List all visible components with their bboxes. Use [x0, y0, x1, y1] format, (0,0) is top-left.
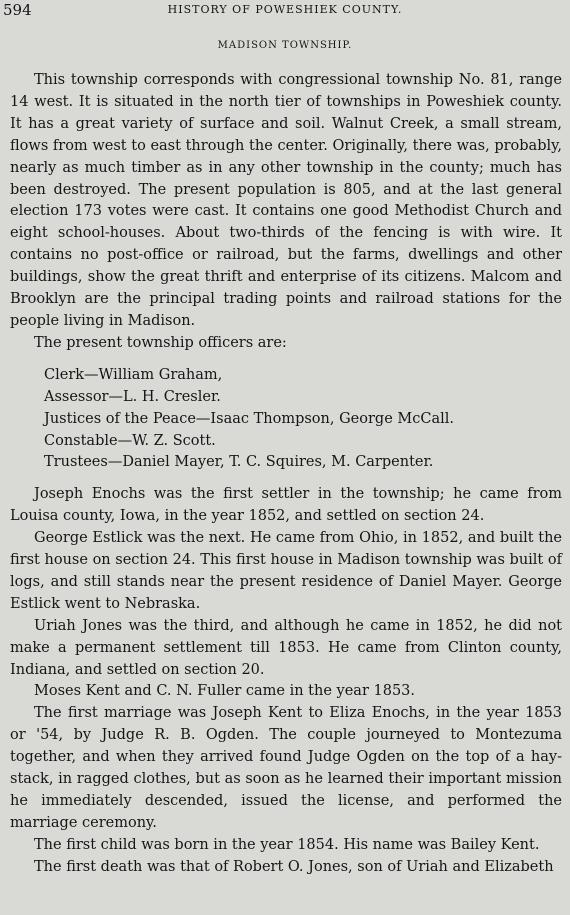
paragraph: This township corresponds with congressional township No. 81, range 14 west. It is situated in the north tier of townships in Poweshiek county. It has a great variety of surface and soil. Walnut Creek, a small stream, flows from west to east through the center. Originally, there was, probably, nearly as much timber as in any other township in the county; much has been destroyed. The present population is 805, and at the last general election 173 votes were cast. It contains one good Methodist Church and eight school-houses. About two-thirds of the fencing is with wire. It contains no post-office or railroad, but the farms, dwellings and other buildings, show the great thrift and enterprise of its citizens. Malcom and Brooklyn are the principal trading points and railroad stations for the people living in Madison.: [10, 72, 562, 329]
paragraph: Uriah Jones was the third, and although he came in 1852, he did not make a permanent settlement till 1853. He came from Clinton county, Indiana, and settled on section 20.: [10, 617, 562, 678]
page-number: 594: [3, 1, 32, 19]
paragraph: The first marriage was Joseph Kent to Eliza Enochs, in the year 1853 or '54, by Judge R. B. Ogden. The couple journeyed to Montezuma together, and when they arrived found Judge Ogden on the top of a hay-stack, in ragged clothes, but as soon as he learned their important mission he immediately descended, issued the license, and performed the marriage ceremony.: [10, 705, 562, 831]
paragraph: Joseph Enochs was the first settler in the township; he came from Louisa county, Iowa, in the year 1852, and settled on section 24.: [10, 486, 562, 525]
paragraph: The first death was that of Robert O. Jones, son of Uriah and Elizabeth: [34, 858, 554, 875]
page-header: [0, 0, 570, 20]
officer-entry: Assessor—L. H. Cresler.: [44, 388, 221, 405]
paragraph: Moses Kent and C. N. Fuller came in the year 1853.: [34, 683, 416, 700]
officer-entry: Trustees—Daniel Mayer, T. C. Squires, M. Carpenter.: [44, 454, 434, 471]
officer-entry: Constable—W. Z. Scott.: [44, 432, 216, 449]
body-text: [10, 70, 562, 879]
officer-entry: Justices of the Peace—Isaac Thompson, George McCall.: [44, 410, 454, 427]
officer-entry: Clerk—William Graham,: [44, 366, 223, 383]
running-head: HISTORY OF POWESHIEK COUNTY.: [167, 3, 403, 16]
paragraph: George Estlick was the next. He came from Ohio, in 1852, and built the first house on section 24. This first house in Madison township was built of logs, and still stands near the present residence of Daniel Mayer. George Estlick went to Nebraska.: [10, 530, 562, 612]
officer-list: [44, 365, 562, 475]
paragraph: The present township officers are:: [34, 334, 287, 351]
section-title: MADISON TOWNSHIP.: [217, 40, 353, 51]
paragraph: The first child was born in the year 1854. His name was Bailey Kent.: [34, 836, 540, 853]
